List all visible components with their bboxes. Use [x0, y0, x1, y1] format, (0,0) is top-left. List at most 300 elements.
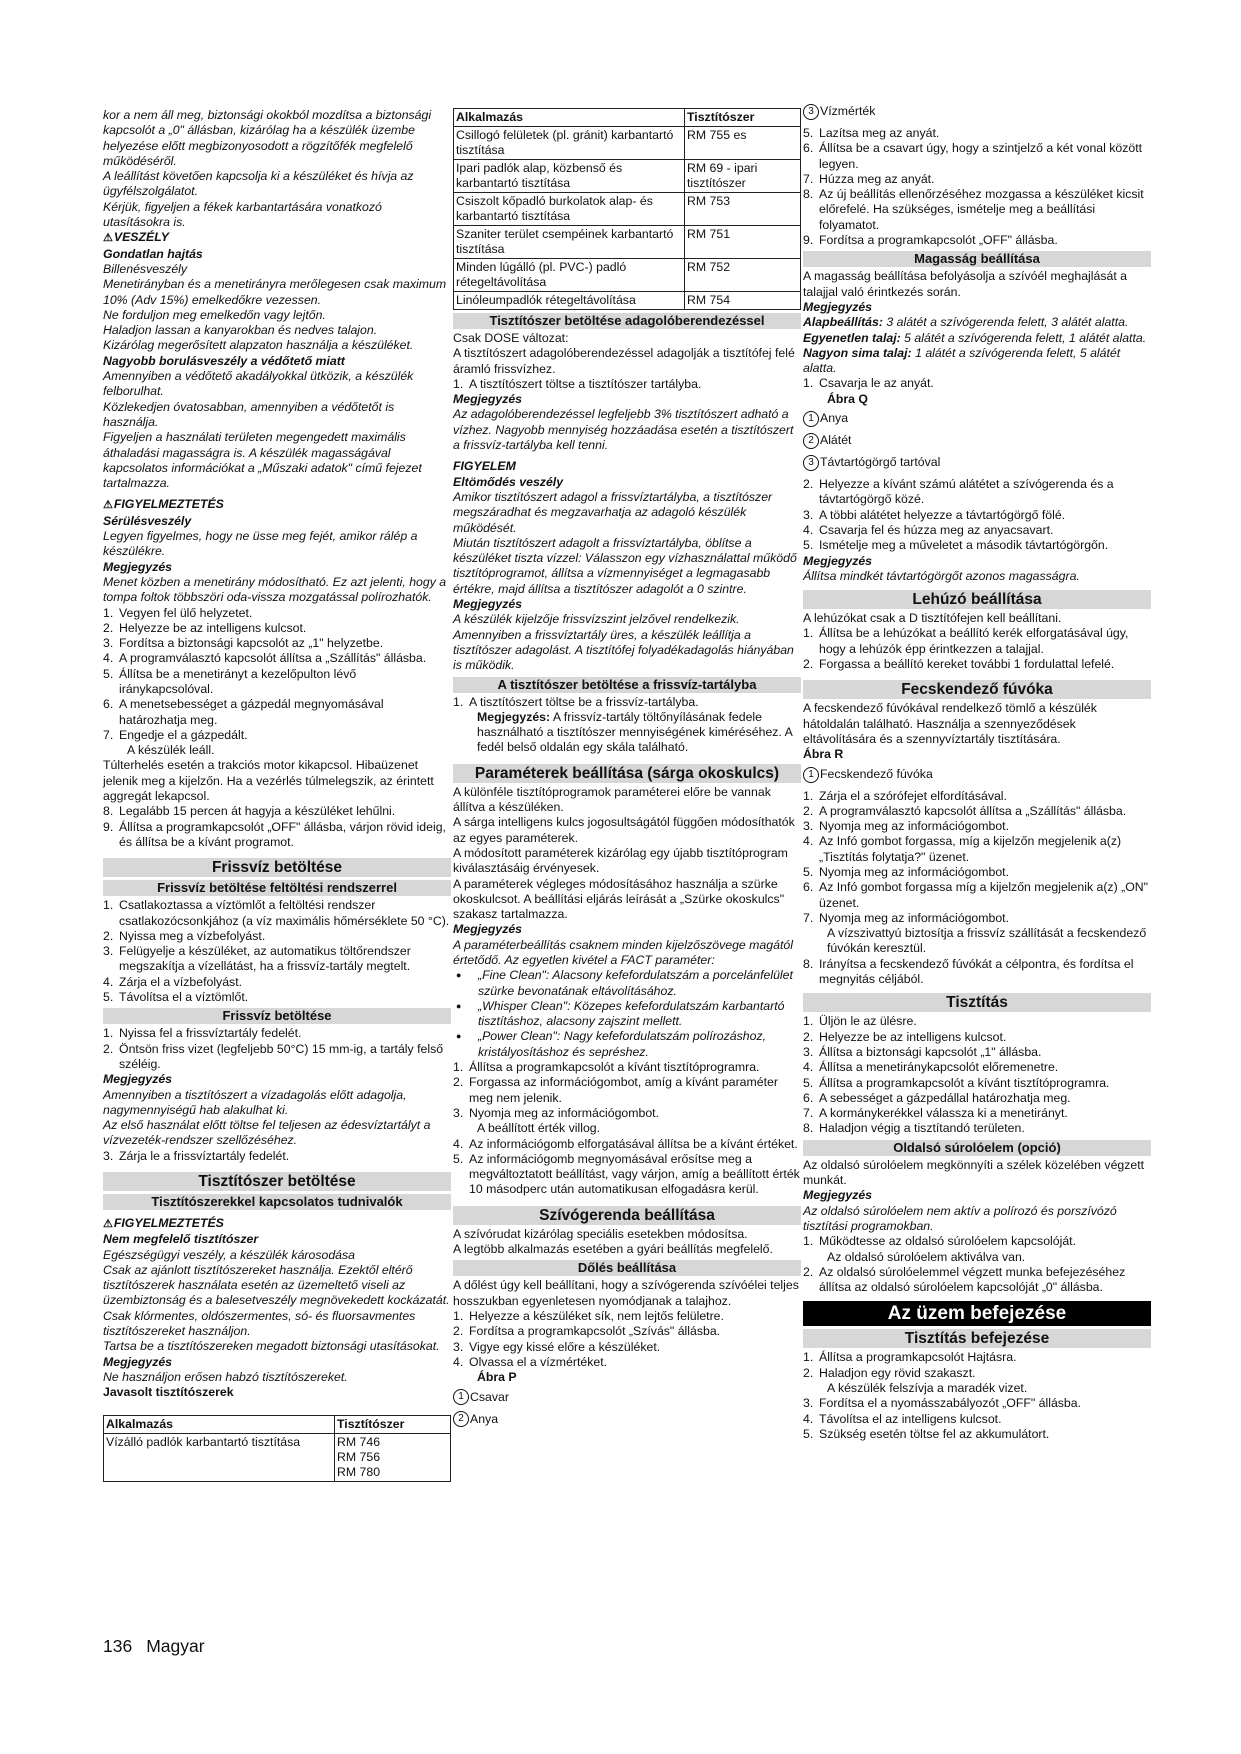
- subsection-heading: Tisztítószerekkel kapcsolatos tudnivalók: [103, 1194, 451, 1210]
- subsection-heading: Oldalsó súrolóelem (opció): [803, 1140, 1151, 1156]
- step-number: 1.: [803, 788, 814, 803]
- steps-list: [103, 606, 451, 744]
- step-text: A kormánykerékkel válassza ki a menetirányt.: [819, 1106, 1068, 1121]
- step-text: Legalább 15 percen át hagyja a készüléket lehűlni.: [119, 804, 396, 819]
- step-number: 5.: [103, 990, 114, 1005]
- step-number: 9.: [103, 819, 114, 834]
- steps-list: [803, 376, 1151, 391]
- step-item: [103, 804, 451, 819]
- steps-list: [453, 1137, 801, 1198]
- step-text: Húzza meg az anyát.: [819, 171, 935, 186]
- step-item: [103, 975, 451, 990]
- section-heading: Tisztítás: [803, 993, 1151, 1012]
- subsection-heading: Frissvíz betöltése: [103, 1008, 451, 1024]
- table-row: [454, 127, 801, 160]
- paragraph: Legyen figyelmes, hogy ne üsse meg fejét, amikor rálép a készülékre.: [103, 529, 418, 559]
- step-item: [803, 880, 1151, 911]
- note-title: Megjegyzés: [803, 299, 873, 314]
- figure-label: Ábra Q: [827, 391, 868, 406]
- paragraph: Csak klórmentes, oldószermentes, só- és fluorsavmentes tisztítószereket használjon.: [103, 1308, 416, 1339]
- setting-text: 3 alátét a szívógerenda felett, 3 alátét alatta.: [882, 315, 1129, 330]
- step-text: Haladjon egy rövid szakaszt.: [819, 1365, 976, 1380]
- step-number: 5.: [803, 864, 814, 879]
- steps-list: [803, 626, 1151, 672]
- legend-item: [803, 767, 1151, 783]
- paragraph: Csak az ajánlott tisztítószereket használja. Ezektől eltérő tisztítószerek használata esetén az üzemeltető viseli az üzembiztonság és a balesetveszély megnövekedett kockázatát.: [103, 1262, 450, 1308]
- paragraph: A tisztítószert adagolóberendezéssel adagolják a tisztítófej felé áramló frissvízhez.: [453, 346, 795, 376]
- step-text: Öntsön friss vizet (legfeljebb 50°C) 15 mm-ig, a tartály felső széléig.: [119, 1041, 444, 1071]
- setting-text: 1 alátét a szívógerenda felett, 5 alátét alatta.: [803, 345, 1121, 376]
- step-number: 6.: [803, 141, 814, 156]
- paragraph: A különféle tisztítóprogramok paraméterei előre be vannak állítva a készüléken.: [453, 784, 771, 815]
- callout-number-icon: 2: [803, 433, 819, 449]
- paragraph: A sárga intelligens kulcs jogosultságától függően módosíthatók az egyes paraméterek.: [453, 815, 795, 845]
- paragraph: Túlterhelés esetén a trakciós motor kikapcsol. Hibaüzenet jelenik meg a kijelzőn. Ha a vezérlés túlmelegszik, az érintett aggregát lekapcsol.: [103, 758, 434, 804]
- paragraph: Haladjon lassan a kanyarokban és nedves talajon.: [103, 323, 378, 338]
- step-text: A többi alátétet helyezze a távtartógörgő fölé.: [819, 507, 1066, 522]
- step-item: [803, 233, 1151, 248]
- callout-number-icon: 2: [453, 1411, 469, 1427]
- paragraph: Menetirányban és a menetirányra merőlegesen csak maximum 10% (Adv 15%) emelkedőkre vezessen.: [103, 277, 447, 307]
- step-text: Működtesse az oldalsó súrolóelem kapcsolóját.: [819, 1234, 1077, 1249]
- step-item: [803, 187, 1151, 233]
- step-text: A tisztítószert töltse a tisztítószer tartályba.: [469, 376, 702, 391]
- tank-note: [453, 710, 801, 756]
- detergent-table-body: [104, 1415, 451, 1481]
- paragraph: Figyeljen a használati területen megengedett maximális áthaladási magasságra is. A készülék magasságával kapcsolatos információkat a „Műszaki adatok" című fejezet tartalmazza.: [103, 430, 422, 491]
- step-number: 4.: [103, 651, 114, 666]
- step-item: [103, 1149, 451, 1164]
- step-item: [803, 1014, 1151, 1029]
- step-item: [803, 957, 1151, 988]
- step-number: 8.: [803, 1121, 814, 1136]
- table-header-cell: Alkalmazás: [454, 109, 685, 127]
- step-text: Nyissa fel a frissvíztartály fedelét.: [119, 1026, 302, 1041]
- step-text: Lazítsa meg az anyát.: [819, 126, 940, 140]
- step-number: 8.: [803, 187, 814, 202]
- footer-language: Magyar: [146, 1636, 205, 1656]
- table-cell: Vízálló padlók karbantartó tisztítása: [104, 1433, 335, 1481]
- table-cell: Csillogó felületek (pl. gránit) karbantartó tisztítása: [454, 127, 685, 160]
- steps-list: [803, 1014, 1151, 1136]
- step-text: Nyomja meg az információgombot.: [819, 864, 1009, 879]
- step-text: A sebességet a gázpedállal határozhatja meg.: [819, 1090, 1071, 1105]
- step-item: [453, 695, 801, 710]
- step-number: 7.: [803, 171, 814, 186]
- step-item: [103, 820, 451, 851]
- subsection-heading: Magasság beállítása: [803, 251, 1151, 267]
- step-text: Nyissa meg a vízbefolyást.: [119, 928, 266, 943]
- legend-item: [803, 455, 1151, 471]
- step-number: 4.: [453, 1354, 464, 1369]
- step-item: [803, 911, 1151, 926]
- step-item: [803, 172, 1151, 187]
- figure-legend: [803, 411, 1151, 471]
- note-title: Megjegyzés: [803, 553, 873, 568]
- paragraph: Az adagolóberendezéssel legfeljebb 3% tisztítószert adható a vízhez. Nagyobb mennyiség hozzáadása esetén a tisztítószert a frissvíz-tartályba kell tenni.: [453, 407, 794, 453]
- legend-item: [453, 1411, 801, 1427]
- step-number: 7.: [103, 727, 114, 742]
- setting-uneven: [803, 331, 1151, 346]
- page-footer: [103, 1636, 219, 1657]
- step-number: 5.: [803, 1075, 814, 1090]
- column-middle: [453, 108, 801, 1433]
- note-title: Megjegyzés: [103, 559, 173, 574]
- step-text: Helyezze a készüléket sík, nem lejtős felületre.: [469, 1308, 724, 1323]
- note-title: Megjegyzés: [803, 1188, 873, 1203]
- step-number: 4.: [803, 1411, 814, 1426]
- step-text: Zárja el a vízbefolyást.: [119, 974, 243, 989]
- figure-label: Ábra P: [477, 1370, 517, 1385]
- steps-list: [453, 1060, 801, 1121]
- step-number: 2.: [103, 928, 114, 943]
- step-number: 1.: [103, 898, 114, 913]
- danger-label: ⚠ VESZÉLY: [103, 230, 451, 246]
- step-result: A beállított érték villog.: [477, 1121, 601, 1136]
- callout-number-icon: 3: [803, 104, 819, 120]
- danger-subtitle: Billenésveszély: [103, 261, 188, 276]
- table-header-cell: Tisztítószer: [335, 1415, 451, 1433]
- step-number: 2.: [103, 620, 114, 635]
- step-text: Vigye egy kissé előre a készüléket.: [469, 1339, 661, 1354]
- step-item: [803, 819, 1151, 834]
- section-heading: Fecskendező fúvóka: [803, 680, 1151, 699]
- step-number: 3.: [103, 944, 114, 959]
- callout-number-icon: 1: [453, 1389, 469, 1405]
- legend-text: Fecskendező fúvóka: [820, 766, 933, 781]
- step-item: [103, 697, 451, 728]
- step-item: [453, 1152, 801, 1198]
- step-item: [803, 508, 1151, 523]
- setting-text: 5 alátét a szívógerenda felett, 1 alátét alatta.: [900, 330, 1147, 345]
- steps-list: [453, 695, 801, 710]
- step-number: 2.: [803, 477, 814, 492]
- step-number: 4.: [803, 1060, 814, 1075]
- step-number: 5.: [803, 538, 814, 553]
- step-item: [803, 1427, 1151, 1442]
- step-item: [103, 728, 451, 743]
- step-item: [803, 523, 1151, 538]
- figure-label: Ábra R: [803, 747, 844, 762]
- setting-smooth: [803, 346, 1151, 377]
- steps-list: [103, 1026, 451, 1072]
- table-cell: RM 754: [685, 292, 801, 310]
- step-item: [803, 126, 1151, 141]
- legend-item: [803, 433, 1151, 449]
- step-number: 3.: [803, 819, 814, 834]
- step-number: 2.: [803, 1365, 814, 1380]
- steps-list: [803, 789, 1151, 927]
- table-cell: Minden lúgálló (pl. PVC-) padló rétegeltávolítása: [454, 259, 685, 292]
- step-text: Forgassa a beállító kereket további 1 fordulattal lefelé.: [819, 657, 1115, 672]
- steps-list: [803, 126, 1151, 248]
- note-title: Megjegyzés: [103, 1354, 173, 1369]
- paragraph: A lehúzókat csak a D tisztítófejen kell beállítani.: [803, 611, 1062, 626]
- steps-list: [103, 1149, 451, 1164]
- chapter-heading: Az üzem befejezése: [803, 1301, 1151, 1326]
- step-item: [803, 1060, 1151, 1075]
- rollover-title: Nagyobb borulásveszély a védőtető miatt: [103, 353, 345, 368]
- bullet-text: „Fine Clean": Alacsony kefefordulatszám a porcelánfelület szürke bevonatának eltávolításához.: [478, 968, 793, 998]
- paragraph: Ne forduljon meg emelkedőn vagy lejtőn.: [103, 307, 326, 322]
- step-number: 3.: [103, 636, 114, 651]
- step-item: [453, 1106, 801, 1121]
- step-number: 3.: [803, 1044, 814, 1059]
- step-text: A programválasztó kapcsolót állítsa a „Szállítás" állásba.: [119, 651, 427, 666]
- step-text: Olvassa el a vízmértéket.: [469, 1354, 608, 1369]
- legend-item: [803, 411, 1151, 427]
- step-item: [803, 1396, 1151, 1411]
- table-cell: RM 746 RM 756 RM 780: [335, 1433, 451, 1481]
- step-number: 5.: [453, 1151, 464, 1166]
- step-text: Vegyen fel ülő helyzetet.: [119, 605, 253, 620]
- step-number: 1.: [453, 694, 464, 709]
- step-number: 5.: [803, 1426, 814, 1441]
- page-number: 136: [103, 1636, 133, 1656]
- step-text: Üljön le az ülésre.: [819, 1014, 917, 1029]
- step-item: [453, 1075, 801, 1106]
- step-text: Állítsa be a lehúzókat a beállító kerék elforgatásával úgy, hogy a lehúzók épp érintkezzen a talajjal.: [819, 626, 1129, 656]
- step-number: 1.: [803, 1014, 814, 1029]
- callout-number-icon: 3: [803, 455, 819, 471]
- paragraph: A dőlést úgy kell beállítani, hogy a szívógerenda szívóélei teljes hosszukban egyenletesen nyomódjanak a talajhoz.: [453, 1278, 799, 1308]
- step-item: [803, 1366, 1151, 1381]
- detergent-table-body: [454, 109, 801, 310]
- table-cell: Szaniter terület csempéinek karbantartó tisztítása: [454, 226, 685, 259]
- callout-number-icon: 1: [803, 767, 819, 783]
- step-number: 1.: [103, 1026, 114, 1041]
- paragraph: Csak DOSE változat:: [453, 331, 569, 345]
- paragraph: A leállítást követően kapcsolja ki a készüléket és hívja az ügyfélszolgálatot.: [103, 169, 414, 199]
- paragraph: A magasság beállítása befolyásolja a szívóél meghajlását a talajjal való érintkezés során.: [803, 269, 1128, 299]
- step-text: Fordítsa a programkapcsolót „OFF" állásba.: [819, 233, 1058, 248]
- step-item: [453, 1324, 801, 1339]
- paragraph: Állítsa mindkét távtartógörgőt azonos magasságra.: [803, 568, 1080, 583]
- step-item: [103, 990, 451, 1005]
- table-header-row: [104, 1415, 451, 1433]
- step-item: [803, 626, 1151, 657]
- step-item: [803, 1045, 1151, 1060]
- paragraph: Az oldalsó súrolóelem megkönnyíti a szélek közelében végzett munkát.: [803, 1157, 1145, 1188]
- table-row: [104, 1433, 451, 1481]
- step-text: Irányítsa a fecskendező fúvókát a célpontra, és fordítsa el megnyitás céljából.: [819, 956, 1134, 987]
- table-cell: RM 753: [685, 193, 801, 226]
- step-text: Haladjon végig a tisztítandó területen.: [819, 1121, 1025, 1136]
- step-text: Fordítsa el a nyomásszabályozót „OFF" állásba.: [819, 1396, 1082, 1411]
- step-item: [803, 1412, 1151, 1427]
- step-result: A készülék felszívja a maradék vizet.: [827, 1381, 1028, 1395]
- paragraph: Amikor tisztítószert adagol a frissvíztartályba, a tisztítószer megszáradhat és megzavarhatja az adagoló készülék működését.: [453, 489, 773, 535]
- column-left: [103, 108, 451, 1484]
- bullet-dot-icon: ●: [456, 1031, 462, 1042]
- step-text: Távolítsa el az intelligens kulcsot.: [819, 1411, 1002, 1426]
- step-text: Az Infó gombot forgassa míg a kijelzőn megjelenik a(z) „ON" üzenet.: [819, 880, 1149, 910]
- table-row: [454, 292, 801, 310]
- legend-item: [803, 104, 1151, 120]
- step-text: Az információgomb megnyomásával erősítse meg a megváltoztatott beállítást, vagy várjon, amíg a beállított érték 10 másodperc után automatikusan elfogadásra kerül.: [469, 1151, 800, 1197]
- subsection-heading: Dőlés beállítása: [453, 1260, 801, 1276]
- table-row: [454, 193, 801, 226]
- step-text: Felügyelje a készüléket, az automatikus töltőrendszer megszakítja a vízellátást, ha a frissvíz-tartály megtelt.: [119, 944, 411, 974]
- table-row: [454, 259, 801, 292]
- legend-text: Távtartógörgő tartóval: [820, 455, 941, 470]
- subsection-heading: Tisztítószer betöltése adagolóberendezéssel: [453, 313, 801, 329]
- step-number: 2.: [453, 1324, 464, 1339]
- paragraph: Menet közben a menetirány módosítható. Ez azt jelenti, hogy a tompa foltok többszöri oda-vissza mozgatással polírozhatók.: [103, 574, 447, 605]
- step-item: [103, 651, 451, 666]
- legend-text: Anya: [820, 411, 849, 426]
- step-number: 5.: [103, 666, 114, 681]
- section-heading: Paraméterek beállítása (sárga okoskulcs): [453, 764, 801, 783]
- step-item: [103, 1026, 451, 1041]
- section-heading: Szívógerenda beállítása: [453, 1206, 801, 1225]
- step-text: Állítsa be a menetirányt a kezelőpulton lévő iránykapcsolóval.: [119, 666, 357, 696]
- steps-list: [803, 1234, 1151, 1249]
- warning-subtitle: Egészségügyi veszély, a készülék károsodása: [103, 1247, 355, 1262]
- step-result: Az oldalsó súrolóelem aktiválva van.: [827, 1249, 1026, 1264]
- step-text: Engedje el a gázpedált.: [119, 727, 248, 742]
- step-number: 7.: [803, 1106, 814, 1121]
- paragraph: Ne használjon erősen habzó tisztítószereket.: [103, 1369, 348, 1384]
- section-heading: Lehúzó beállítása: [803, 590, 1151, 609]
- paragraph: A paraméterek végleges módosításához használja a szürke okoskulcsot. A beállítási eljárás leírását a „Szürke okoskulcs" szakasz tartalmazza.: [453, 876, 785, 922]
- bullet-dot-icon: ●: [456, 970, 462, 981]
- step-text: Helyezze be az intelligens kulcsot.: [819, 1029, 1007, 1044]
- attention-label: FIGYELEM: [453, 459, 516, 474]
- steps-list: [803, 1265, 1151, 1296]
- legend-text: Csavar: [470, 1389, 509, 1404]
- step-number: 1.: [453, 1308, 464, 1323]
- table-cell: RM 69 - ipari tisztítószer: [685, 160, 801, 193]
- bullet-list: [453, 968, 801, 1060]
- step-number: 3.: [453, 1105, 464, 1120]
- paragraph: A szívórudat kizárólag speciális esetekben módosítsa.: [453, 1226, 748, 1241]
- step-text: Helyezze a kívánt számú alátétet a szívógerenda és a távtartógörgő közé.: [819, 477, 1114, 507]
- step-text: Nyomja meg az információgombot.: [819, 819, 1009, 834]
- step-item: [103, 667, 451, 698]
- step-item: [803, 141, 1151, 172]
- paragraph: A fecskendező fúvókával rendelkező tömlő a készülék hátoldalán található. Használja a szennyeződések eltávolítására és a szennyvíztartály tisztítására.: [803, 701, 1097, 746]
- detergent-table: [103, 1415, 451, 1482]
- step-text: Fordítsa a programkapcsolót „Szívás" állásba.: [469, 1324, 721, 1339]
- step-item: [803, 1030, 1151, 1045]
- paragraph: kor a nem áll meg, biztonsági okokból mozdítsa a biztonsági kapcsolót a „0" állásban, kizárólag ha a készülék üzembe helyezése előtt megbizonyosodott a rögzítőfék megfelelő működéséről.: [103, 108, 432, 168]
- step-text: Zárja le a frissvíztartály fedelét.: [119, 1148, 290, 1163]
- danger-title: Gondatlan hajtás: [103, 246, 203, 261]
- paragraph: Tartsa be a tisztítószereken megadott biztonsági utasításokat.: [103, 1339, 440, 1354]
- step-number: 7.: [803, 910, 814, 925]
- legend-item: [453, 1389, 801, 1405]
- step-number: 1.: [103, 605, 114, 620]
- step-number: 5.: [803, 126, 814, 140]
- step-number: 4.: [453, 1136, 464, 1151]
- step-number: 3.: [103, 1148, 114, 1163]
- paragraph: Kizárólag megerősített alapzaton használja a készüléket.: [103, 338, 414, 353]
- step-number: 1.: [803, 1234, 814, 1249]
- setting-label: Nagyon sima talaj:: [803, 345, 912, 360]
- steps-list: [453, 1309, 801, 1370]
- step-text: Állítsa a menetiránykapcsolót előremenetre.: [819, 1060, 1059, 1075]
- step-item: [103, 621, 451, 636]
- setting-label: Alapbeállítás:: [803, 315, 883, 330]
- step-item: [803, 477, 1151, 508]
- step-item: [803, 1106, 1151, 1121]
- step-item: [803, 376, 1151, 391]
- step-number: 2.: [453, 1075, 464, 1090]
- tank-note-label: Megjegyzés:: [477, 709, 551, 724]
- note-title: Megjegyzés: [453, 597, 523, 612]
- step-number: 4.: [803, 834, 814, 849]
- step-number: 3.: [803, 1396, 814, 1411]
- setting-basic: [803, 315, 1151, 330]
- table-cell: Ipari padlók alap, közbenső és karbantartó tisztítása: [454, 160, 685, 193]
- step-number: 3.: [803, 507, 814, 522]
- figure-legend: [803, 104, 1151, 120]
- attention-title: Eltömődés veszély: [453, 474, 564, 489]
- step-number: 3.: [453, 1339, 464, 1354]
- step-text: Állítsa a biztonsági kapcsolót „1" állásba.: [819, 1044, 1042, 1059]
- step-item: [803, 1091, 1151, 1106]
- step-item: [103, 1042, 451, 1073]
- step-number: 1.: [803, 1350, 814, 1365]
- warning-label: ⚠ FIGYELMEZTETÉS: [103, 497, 451, 513]
- step-result: A készülék leáll.: [127, 743, 215, 758]
- step-text: Állítsa a programkapcsolót a kívánt tisztítóprogramra.: [819, 1075, 1110, 1090]
- step-number: 8.: [803, 956, 814, 971]
- steps-list: [453, 377, 801, 392]
- table-cell: RM 752: [685, 259, 801, 292]
- step-text: Ismételje meg a műveletet a második távtartógörgőn.: [819, 538, 1109, 553]
- step-number: 1.: [803, 376, 814, 391]
- note-title: Megjegyzés: [453, 922, 523, 937]
- figure-legend: [803, 767, 1151, 783]
- step-number: 6.: [803, 1090, 814, 1105]
- step-text: Állítsa a programkapcsolót Hajtásra.: [819, 1350, 1017, 1365]
- step-number: 6.: [103, 697, 114, 712]
- step-text: Az Infó gombot forgassa, míg a kijelzőn megjelenik a(z) „Tisztítás folytatja?" üzenet.: [819, 834, 1122, 864]
- step-number: 1.: [453, 376, 464, 391]
- paragraph: Amennyiben a tisztítószert a vízadagolás előtt adagolja, nagymennyiségű hab alakulhat ki.: [103, 1087, 407, 1117]
- warning-subtitle: Sérülésveszély: [103, 513, 192, 528]
- tank-note-text: A frissvíz-tartály töltőnyílásának fedele használható a tisztítószer mennyiségének kiméréséhez. A fedél belső oldalán egy skála található.: [477, 709, 793, 755]
- paragraph: Amennyiben a védőtető akadályokkal ütközik, a készülék felborulhat.: [103, 369, 414, 399]
- step-item: [453, 1137, 801, 1152]
- step-text: A programválasztó kapcsolót állítsa a „Szállítás" állásba.: [819, 803, 1127, 818]
- step-number: 6.: [803, 880, 814, 895]
- section-heading: Tisztítás befejezése: [803, 1329, 1151, 1348]
- legend-text: Vízmérték: [820, 104, 876, 119]
- step-text: Az információgomb elforgatásával állítsa be a kívánt értéket.: [469, 1136, 798, 1151]
- step-text: Az oldalsó súrolóelemmel végzett munka befejezéséhez állítsa az oldalsó súrolóelem kapcsolóját „0" állásba.: [819, 1264, 1126, 1295]
- paragraph: Az első használat előtt töltse fel teljesen az édesvíztartályt a vízvezeték-rendszer szellőzéséhez.: [103, 1118, 431, 1148]
- section-heading: Frissvíz betöltése: [103, 858, 451, 877]
- step-text: Csavarja le az anyát.: [819, 376, 934, 391]
- step-item: [803, 804, 1151, 819]
- step-item: [803, 1076, 1151, 1091]
- step-item: [103, 636, 451, 651]
- paragraph: A készülék kijelzője frissvízszint jelzővel rendelkezik. Amennyiben a frissvíztartály üres, a készülék leállítja a tisztítószer adagolást. A tisztítófej folyadékadagolás hiányában is működik.: [453, 612, 794, 673]
- paragraph: A legtöbb alkalmazás esetében a gyári beállítás megfelelő.: [453, 1242, 773, 1257]
- step-number: 8.: [103, 804, 114, 819]
- step-item: [803, 538, 1151, 553]
- step-item: [103, 898, 451, 929]
- step-item: [453, 1309, 801, 1324]
- note-title: Megjegyzés: [103, 1072, 173, 1087]
- step-item: [803, 865, 1151, 880]
- section-heading: Tisztítószer betöltése: [103, 1172, 451, 1191]
- step-text: Állítsa a programkapcsolót a kívánt tisztítóprogramra.: [469, 1060, 760, 1075]
- step-item: [803, 789, 1151, 804]
